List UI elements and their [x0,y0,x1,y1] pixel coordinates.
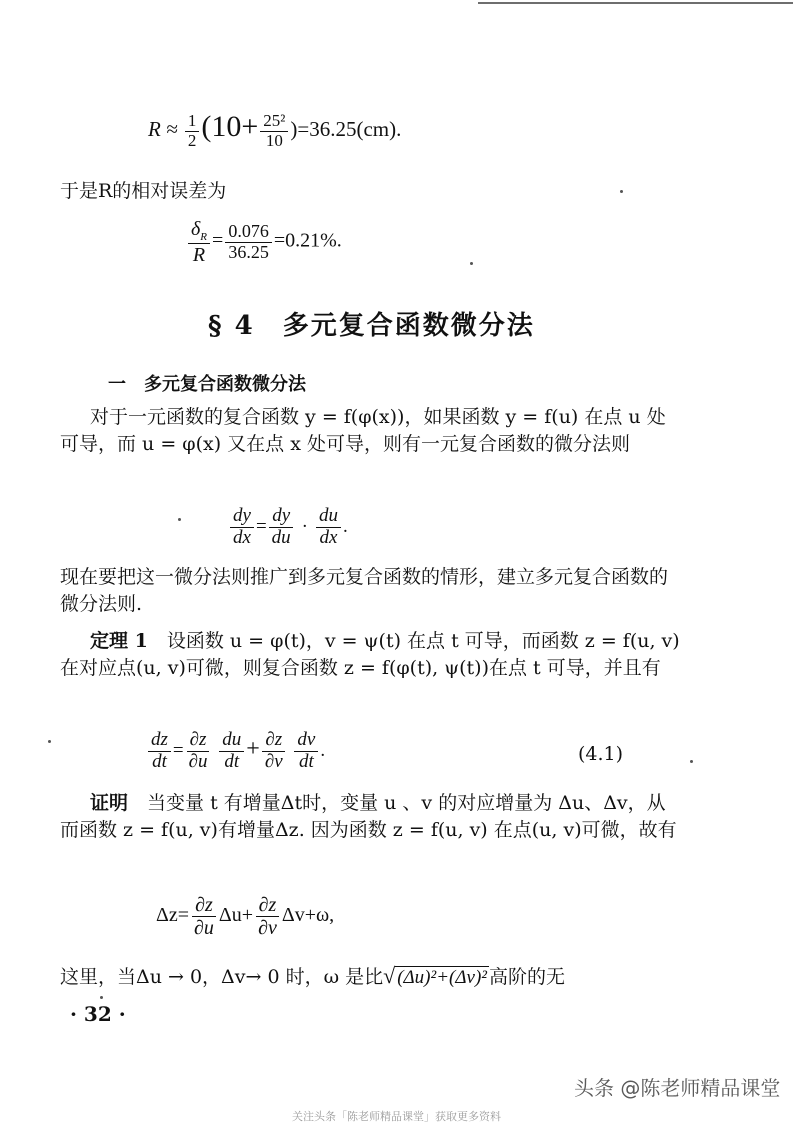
fraction-half: $\frac{1}{2}$ [185,112,200,150]
equation-number: (4.1) [578,743,624,765]
fraction-25sq-10: $\frac{\text{25²}}{10}$ [260,112,288,150]
theorem-1: 定理 1 设函数 u = φ(t)，v = ψ(t) 在点 t 可导，而函数 z = f(u, v) 在对应点(u, v)可微，则复合函数 z = f(φ(t), ψ(t))在点 t 可导，并且有 [60,630,680,679]
scan-speck [48,740,51,743]
equation-relative-error: $\frac{\delta_R}{R}$ = $\frac{0.076}{36.25}$ =0.21%. [186,218,342,266]
text-relative-error: 于是R的相对误差为 [60,180,227,202]
watermark-right: 头条 @陈老师精品课堂 [574,1076,781,1100]
equation-delta-z: Δz= $\frac{\partial z}{\partial u}$ Δu+ $\frac{\partial z}{\partial v}$ Δv+ω, [156,894,335,939]
page-number: · 32 · [70,1002,126,1026]
scan-speck [620,190,623,193]
equation-chain-rule-1: $\frac{dy}{dx}$ = $\frac{dy}{du}$ · $\frac{du}{dx}$ . [228,506,348,549]
equation-r: R ≈ $\frac{1}{2}$ (10+ $\frac{\text{25²}}{10}$ )=36.25(cm). [148,110,402,150]
paragraph-1: 对于一元函数的复合函数 y = f(φ(x))，如果函数 y = f(u) 在点 u 处可导，而 u = φ(x) 又在点 x 处可导，则有一元复合函数的微分法则 [60,406,666,455]
section-heading: § 4 多元复合函数微分法 [208,311,535,341]
last-line: 这里，当Δu → 0，Δv→ 0 时，ω 是比√ (Δu)²+(Δv)² 高阶的无 [60,963,565,988]
fraction-delta-r: $\frac{\delta_R}{R}$ [188,218,210,266]
equation-chain-rule-2: $\frac{dz}{dt}$ = $\frac{\partial z}{\partial u}$ $\frac{du}{dt}$ + $\frac{\partial z}{\partial v}$ $\frac{dv}{dt}$ . [146,730,325,773]
fraction-0076: $\frac{0.076}{36.25}$ [225,222,272,263]
subsection-heading: 一 多元复合函数微分法 [108,374,306,395]
paragraph-2: 现在要把这一微分法则推广到多元复合函数的情形，建立多元复合函数的微分法则. [60,566,669,615]
scan-speck [690,760,693,763]
proof-label: 证明 [90,792,129,814]
proof: 证明 当变量 t 有增量Δt时，变量 u 、v 的对应增量为 Δu、Δv，从而函数 z = f(u, v)有增量Δz. 因为函数 z = f(u, v) 在点(u, v)可微，故有 [60,792,677,841]
theorem-label: 定理 1 [90,630,148,652]
top-rule [478,2,793,4]
scan-speck [470,262,473,265]
watermark-bottom: 关注头条「陈老师精品课堂」获取更多资料 [292,1110,501,1123]
scan-speck [178,518,181,521]
scan-speck [100,996,103,999]
